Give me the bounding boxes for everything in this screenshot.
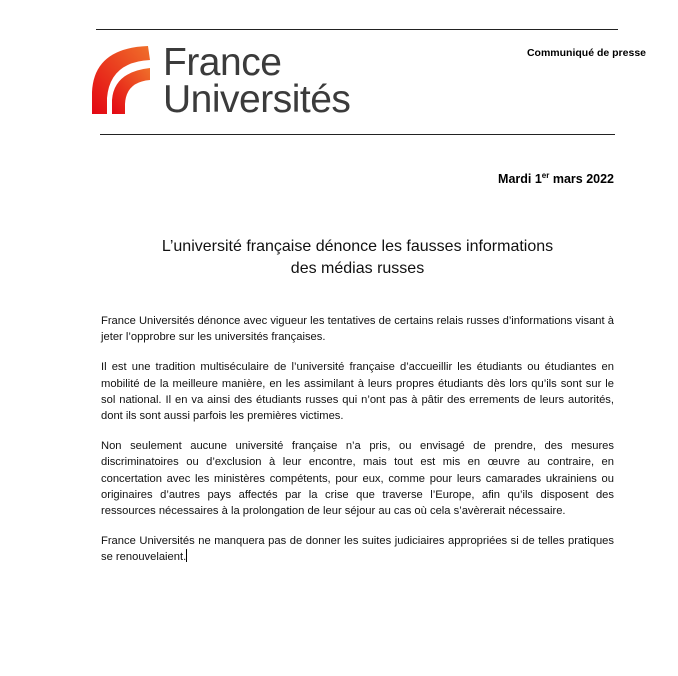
logo-line-1: France [163, 41, 282, 84]
logo-line-2: Universités [163, 78, 351, 121]
france-universites-logo [88, 42, 388, 122]
logo-arc-icon [88, 42, 156, 114]
text-cursor [186, 549, 187, 562]
press-release-label: Communiqué de presse [526, 47, 646, 59]
paragraph-4 [101, 533, 614, 565]
title-line-2: des médias russes [290, 260, 425, 277]
paragraph-1: France Universités dénonce avec vigueur les tentatives de certains relais russes d’informations visant à jeter l’opprobre sur les universités françaises. [101, 315, 614, 344]
document-title [100, 236, 615, 280]
date-suffix: mars 2022 [549, 172, 614, 186]
title-line-1: L’université française dénonce les fausses informations [161, 238, 554, 255]
paragraph-4-text: France Universités ne manquera pas de donner les suites judiciaires appropriées si de telles pratiques se renouvelaient. [101, 535, 614, 564]
body-text [101, 313, 614, 580]
top-rule [96, 29, 618, 30]
paragraph-2: Il est une tradition multiséculaire de l’université française d’accueillir les étudiants ou étudiantes en mobilité de la meilleure manière, en les assimilant à leurs propres étudiants dès lors qu’ils sont sur le sol national. Il en va ainsi des étudiants russes qui n’ont pas à pâtir des errements de leurs autorités, dont ils sont aussi parfois les premières victimes. [101, 361, 614, 423]
bottom-rule [100, 134, 615, 135]
paragraph-3: Non seulement aucune université française n’a pris, ou envisagé de prendre, des mesures discriminatoires ou d’exclusion à leur encontre, mais tout est mis en œuvre au contraire, en concertation avec les ministères compétents, pour eux, comme pour leurs camarades ukrainiens ou originaires d’autres pays affectés par la crise que traverse l’Europe, afin qu’ils disposent des ressources nécessaires à la prolongation de leur séjour au cas où cela s’avèrerait nécessaire. [101, 440, 614, 518]
date-ordinal: er [541, 170, 550, 180]
release-date [498, 172, 614, 186]
date-prefix: Mardi 1 [498, 172, 542, 186]
